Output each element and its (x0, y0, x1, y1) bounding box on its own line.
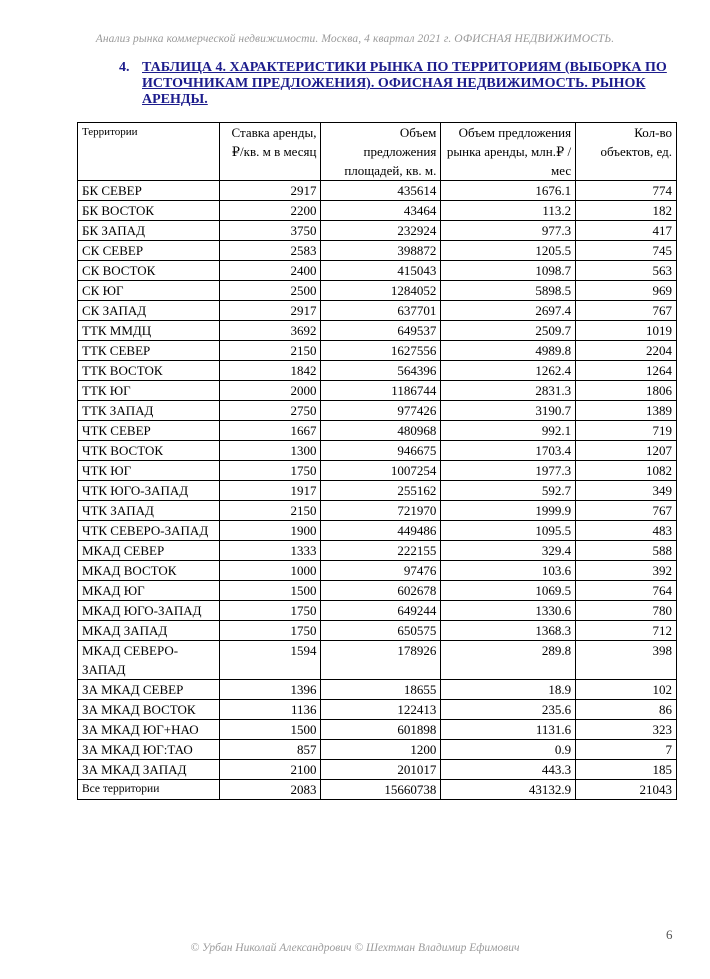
territory-cell: МКАД СЕВЕРО-ЗАПАД (78, 641, 220, 680)
count-cell: 1389 (576, 401, 677, 421)
volume-cell: 113.2 (441, 201, 576, 221)
table-row (78, 641, 677, 680)
rate-cell: 1917 (219, 481, 321, 501)
territory-cell: ЧТК ВОСТОК (78, 441, 220, 461)
volume-cell: 1977.3 (441, 461, 576, 481)
area-cell: 435614 (321, 181, 441, 201)
territory-cell: ЧТК СЕВЕРО-ЗАПАД (78, 521, 220, 541)
area-cell: 564396 (321, 361, 441, 381)
table-row (78, 561, 677, 581)
territory-cell: ЧТК ЮГО-ЗАПАД (78, 481, 220, 501)
page-number: 6 (666, 927, 673, 942)
table-row (78, 760, 677, 780)
rate-cell: 2500 (219, 281, 321, 301)
territory-cell: СК ВОСТОК (78, 261, 220, 281)
volume-cell: 2831.3 (441, 381, 576, 401)
territory-cell: МКАД ЮГ (78, 581, 220, 601)
volume-cell: 5898.5 (441, 281, 576, 301)
volume-cell: 443.3 (441, 760, 576, 780)
area-cell: 649244 (321, 601, 441, 621)
table-row (78, 521, 677, 541)
area-cell: 946675 (321, 441, 441, 461)
count-cell: 563 (576, 261, 677, 281)
volume-cell: 103.6 (441, 561, 576, 581)
count-cell: 483 (576, 521, 677, 541)
territory-cell: ЧТК ЗАПАД (78, 501, 220, 521)
volume-cell: 3190.7 (441, 401, 576, 421)
count-cell: 1207 (576, 441, 677, 461)
territory-cell: БК ВОСТОК (78, 201, 220, 221)
table-row (78, 700, 677, 720)
table-row (78, 241, 677, 261)
volume-cell: 1095.5 (441, 521, 576, 541)
table-row (78, 221, 677, 241)
count-cell: 398 (576, 641, 677, 680)
rate-cell: 2000 (219, 381, 321, 401)
count-cell: 745 (576, 241, 677, 261)
territory-cell: СК СЕВЕР (78, 241, 220, 261)
rate-cell: 1500 (219, 720, 321, 740)
area-cell: 1284052 (321, 281, 441, 301)
territory-cell: ЧТК ЮГ (78, 461, 220, 481)
count-cell: 774 (576, 181, 677, 201)
count-cell: 767 (576, 501, 677, 521)
territory-cell: ТТК ВОСТОК (78, 361, 220, 381)
volume-cell: 4989.8 (441, 341, 576, 361)
volume-cell: 1676.1 (441, 181, 576, 201)
rate-cell: 3750 (219, 221, 321, 241)
area-cell: 637701 (321, 301, 441, 321)
rate-cell: 1667 (219, 421, 321, 441)
rate-cell: 2917 (219, 181, 321, 201)
copyright-footer: © Урбан Николай Александрович © Шехтман Владимир Ефимович (190, 942, 520, 954)
volume-cell: 2697.4 (441, 301, 576, 321)
count-cell: 182 (576, 201, 677, 221)
rate-cell: 3692 (219, 321, 321, 341)
area-cell: 178926 (321, 641, 441, 680)
count-cell: 417 (576, 221, 677, 241)
territory-cell: МКАД СЕВЕР (78, 541, 220, 561)
volume-cell: 1368.3 (441, 621, 576, 641)
area-cell: 649537 (321, 321, 441, 341)
rate-cell: 1900 (219, 521, 321, 541)
rate-cell: 1750 (219, 601, 321, 621)
table-row (78, 541, 677, 561)
rate-cell: 1333 (219, 541, 321, 561)
count-cell: 588 (576, 541, 677, 561)
volume-cell: 18.9 (441, 680, 576, 700)
volume-cell: 235.6 (441, 700, 576, 720)
territory-cell: ЗА МКАД ЮГ:ТАО (78, 740, 220, 760)
table-row (78, 401, 677, 421)
volume-cell: 1703.4 (441, 441, 576, 461)
territory-cell: СК ЗАПАД (78, 301, 220, 321)
rate-cell: 2750 (219, 401, 321, 421)
territory-cell: ТТК ММДЦ (78, 321, 220, 341)
rate-cell: 2200 (219, 201, 321, 221)
territory-cell: ТТК ЗАПАД (78, 401, 220, 421)
area-cell: 415043 (321, 261, 441, 281)
table-row (78, 261, 677, 281)
area-cell: 480968 (321, 421, 441, 441)
table-row (78, 740, 677, 760)
running-header: Анализ рынка коммерческой недвижимости. Москва, 4 квартал 2021 г. ОФИСНАЯ НЕДВИЖИМОСТЬ. (95, 33, 615, 45)
section-title-text: ТАБЛИЦА 4. ХАРАКТЕРИСТИКИ РЫНКА ПО ТЕРРИТОРИЯМ (ВЫБОРКА ПО ИСТОЧНИКАМ ПРЕДЛОЖЕНИЯ). ОФИСНАЯ НЕДВИЖИМОСТЬ. РЫНОК АРЕНДЫ. (142, 60, 667, 107)
territory-cell: ЗА МКАД СЕВЕР (78, 680, 220, 700)
table-row (78, 601, 677, 621)
column-header-territory: Территории (78, 123, 220, 181)
volume-cell: 0.9 (441, 740, 576, 760)
table-row (78, 201, 677, 221)
area-cell: 1186744 (321, 381, 441, 401)
volume-cell: 289.8 (441, 641, 576, 680)
count-cell: 7 (576, 740, 677, 760)
count-cell: 719 (576, 421, 677, 441)
table-row (78, 361, 677, 381)
rate-cell: 1842 (219, 361, 321, 381)
table-row (78, 341, 677, 361)
table-row (78, 621, 677, 641)
area-cell: 449486 (321, 521, 441, 541)
count-cell: 712 (576, 621, 677, 641)
territory-cell: ЧТК СЕВЕР (78, 421, 220, 441)
table-total-row (78, 780, 677, 800)
table-header-row (78, 123, 677, 181)
count-cell: 21043 (576, 780, 677, 800)
area-cell: 398872 (321, 241, 441, 261)
table-row (78, 301, 677, 321)
rate-cell: 2917 (219, 301, 321, 321)
rate-cell: 2100 (219, 760, 321, 780)
table-row (78, 680, 677, 700)
area-cell: 1200 (321, 740, 441, 760)
volume-cell: 43132.9 (441, 780, 576, 800)
volume-cell: 592.7 (441, 481, 576, 501)
market-table (77, 122, 677, 800)
area-cell: 201017 (321, 760, 441, 780)
count-cell: 349 (576, 481, 677, 501)
area-cell: 601898 (321, 720, 441, 740)
area-cell: 255162 (321, 481, 441, 501)
table-row (78, 441, 677, 461)
table-row (78, 461, 677, 481)
rate-cell: 1396 (219, 680, 321, 700)
table-row (78, 581, 677, 601)
rate-cell: 1500 (219, 581, 321, 601)
area-cell: 122413 (321, 700, 441, 720)
column-header-area: Объем предложения площадей, кв. м. (321, 123, 441, 181)
section-number: 4. (119, 60, 130, 75)
table-row (78, 481, 677, 501)
territory-cell: БК ЗАПАД (78, 221, 220, 241)
column-header-count: Кол-во объектов, ед. (576, 123, 677, 181)
rate-cell: 1000 (219, 561, 321, 581)
volume-cell: 992.1 (441, 421, 576, 441)
rate-cell: 1750 (219, 621, 321, 641)
rate-cell: 1594 (219, 641, 321, 680)
count-cell: 86 (576, 700, 677, 720)
area-cell: 43464 (321, 201, 441, 221)
territory-cell: ЗА МКАД ВОСТОК (78, 700, 220, 720)
volume-cell: 1999.9 (441, 501, 576, 521)
section-title (119, 60, 679, 108)
table-row (78, 501, 677, 521)
count-cell: 969 (576, 281, 677, 301)
area-cell: 721970 (321, 501, 441, 521)
area-cell: 232924 (321, 221, 441, 241)
volume-cell: 1131.6 (441, 720, 576, 740)
rate-cell: 1300 (219, 441, 321, 461)
count-cell: 392 (576, 561, 677, 581)
area-cell: 18655 (321, 680, 441, 700)
count-cell: 780 (576, 601, 677, 621)
table-row (78, 421, 677, 441)
territory-cell: МКАД ЮГО-ЗАПАД (78, 601, 220, 621)
volume-cell: 1205.5 (441, 241, 576, 261)
rate-cell: 2150 (219, 501, 321, 521)
table-row (78, 181, 677, 201)
territory-cell: ТТК СЕВЕР (78, 341, 220, 361)
rate-cell: 1136 (219, 700, 321, 720)
count-cell: 2204 (576, 341, 677, 361)
rate-cell: 2583 (219, 241, 321, 261)
area-cell: 650575 (321, 621, 441, 641)
territory-cell: ЗА МКАД ЮГ+НАО (78, 720, 220, 740)
rate-cell: 2400 (219, 261, 321, 281)
volume-cell: 1330.6 (441, 601, 576, 621)
territory-cell: Все территории (78, 780, 220, 800)
count-cell: 1264 (576, 361, 677, 381)
table-row (78, 321, 677, 341)
volume-cell: 329.4 (441, 541, 576, 561)
count-cell: 767 (576, 301, 677, 321)
area-cell: 977426 (321, 401, 441, 421)
territory-cell: МКАД ЗАПАД (78, 621, 220, 641)
territory-cell: БК СЕВЕР (78, 181, 220, 201)
volume-cell: 1098.7 (441, 261, 576, 281)
area-cell: 15660738 (321, 780, 441, 800)
rate-cell: 1750 (219, 461, 321, 481)
count-cell: 102 (576, 680, 677, 700)
area-cell: 97476 (321, 561, 441, 581)
area-cell: 602678 (321, 581, 441, 601)
area-cell: 1627556 (321, 341, 441, 361)
volume-cell: 1069.5 (441, 581, 576, 601)
territory-cell: СК ЮГ (78, 281, 220, 301)
territory-cell: ЗА МКАД ЗАПАД (78, 760, 220, 780)
territory-cell: МКАД ВОСТОК (78, 561, 220, 581)
territory-cell: ТТК ЮГ (78, 381, 220, 401)
count-cell: 764 (576, 581, 677, 601)
volume-cell: 977.3 (441, 221, 576, 241)
count-cell: 323 (576, 720, 677, 740)
table-row (78, 720, 677, 740)
count-cell: 1806 (576, 381, 677, 401)
count-cell: 1019 (576, 321, 677, 341)
column-header-volume: Объем предложения рынка аренды, млн.₽ /мес (441, 123, 576, 181)
area-cell: 222155 (321, 541, 441, 561)
rate-cell: 2150 (219, 341, 321, 361)
volume-cell: 2509.7 (441, 321, 576, 341)
rate-cell: 857 (219, 740, 321, 760)
volume-cell: 1262.4 (441, 361, 576, 381)
table-row (78, 381, 677, 401)
table-row (78, 281, 677, 301)
count-cell: 1082 (576, 461, 677, 481)
column-header-rate: Ставка аренды, ₽/кв. м в месяц (219, 123, 321, 181)
rate-cell: 2083 (219, 780, 321, 800)
count-cell: 185 (576, 760, 677, 780)
area-cell: 1007254 (321, 461, 441, 481)
